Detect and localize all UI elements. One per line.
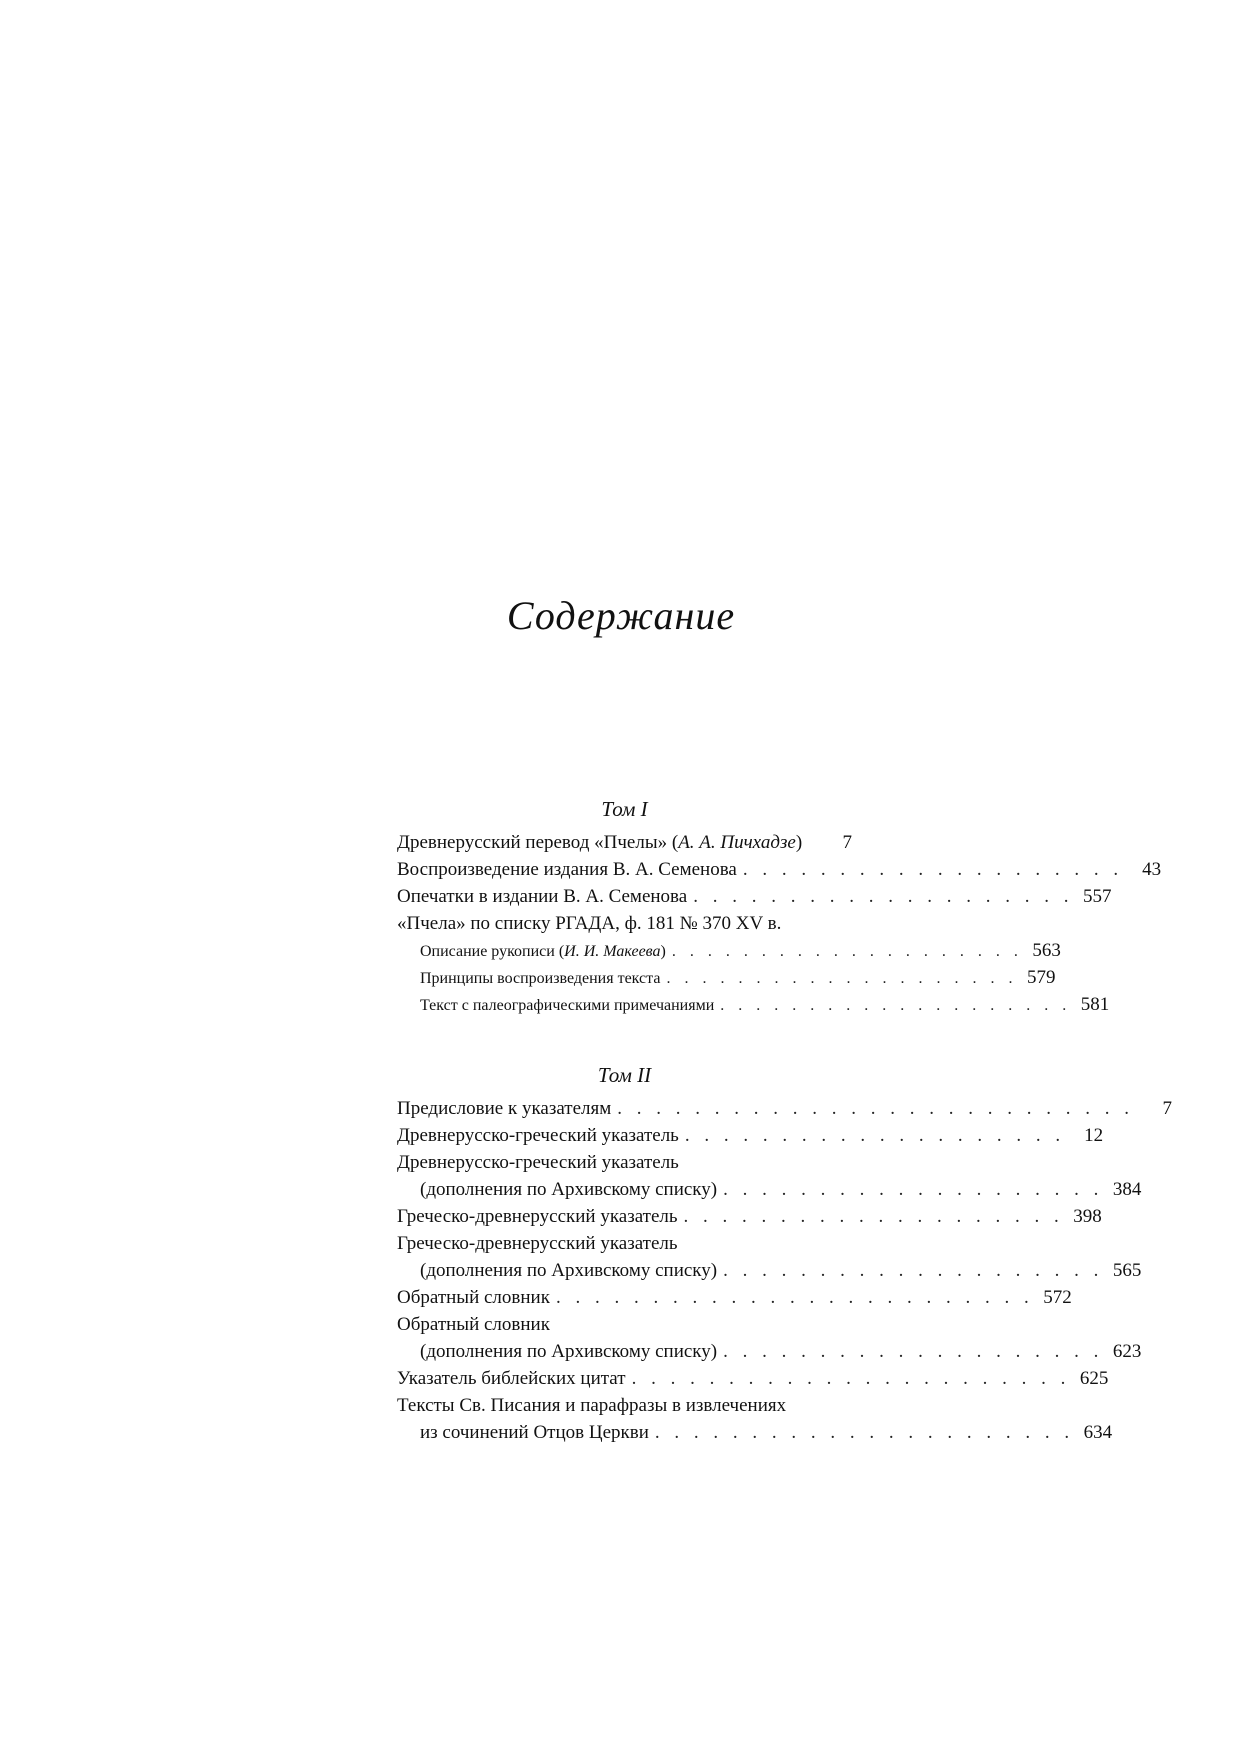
dot-leader: . . . . . . . . . . . . . . . . . . . .	[723, 1260, 1104, 1281]
toc-subentry: Текст с палеографическими примечаниями . . . . . . . . . . . . . . . . . . . . 581	[420, 994, 1110, 1015]
page-number: 7	[1162, 1098, 1173, 1119]
page-number: 557	[1082, 886, 1112, 907]
page-number: 7	[842, 832, 852, 853]
toc-subentry: (дополнения по Архивскому списку) . . . . . . . . . . . . . . . . . . . . 565	[420, 1260, 1142, 1281]
page-number: 12	[1084, 1125, 1104, 1146]
page-number: 579	[1026, 967, 1056, 988]
toc-subentry: (дополнения по Архивскому списку) . . . . . . . . . . . . . . . . . . . . 384	[420, 1179, 1142, 1200]
toc-subentry: Принципы воспроизведения текста . . . . . . . . . . . . . . . . . . . . 579	[420, 967, 1056, 988]
toc-entry: Обратный словник	[397, 1314, 550, 1335]
author-name: А. А. Пичхадзе	[678, 832, 796, 853]
dot-leader: . . . . . . . . . . . . . . . . . . . .	[693, 886, 1074, 907]
toc-entry: Тексты Св. Писания и парафразы в извлечениях	[397, 1395, 787, 1416]
dot-leader: . . . . . . . . . . . . . . . . . . . .	[671, 943, 1023, 960]
page-number: 625	[1079, 1368, 1109, 1389]
toc-subentry: из сочинений Отцов Церкви . . . . . . . . . . . . . . . . . . . . . . 634	[420, 1422, 1113, 1443]
author-name: И. И. Макеева	[564, 943, 661, 960]
toc-entry: Обратный словник . . . . . . . . . . . . . . . . . . . . . . . . . 572	[397, 1287, 1072, 1308]
dot-leader: . . . . . . . . . . . . . . . . . . . .	[720, 997, 1072, 1014]
dot-leader: . . . . . . . . . . . . . . . . . . . .	[723, 1179, 1104, 1200]
toc-entry: «Пчела» по списку РГАДА, ф. 181 № 370 XV в.	[397, 913, 782, 934]
dot-leader: . . . . . . . . . . . . . . . . . . . . . . . . . . .	[617, 1098, 1135, 1119]
dot-leader: . . . . . . . . . . . . . . . . . . . . . . . . .	[555, 1287, 1034, 1308]
page-number: 565	[1112, 1260, 1142, 1281]
volume-1-heading: Том I	[601, 797, 648, 821]
page-number: 398	[1073, 1206, 1102, 1227]
toc-entry: Древнерусский перевод «Пчелы» (А. А. Пичхадзе) 7	[397, 832, 852, 853]
toc-entry: Воспроизведение издания В. А. Семенова . . . . . . . . . . . . . . . . . . . . 43	[397, 859, 1162, 880]
toc-entry: Греческо-древнерусский указатель	[397, 1233, 678, 1254]
page-number: 581	[1080, 994, 1110, 1015]
volume-2-heading: Том II	[597, 1063, 652, 1087]
toc-entry: Древнерусско-греческий указатель	[397, 1152, 679, 1173]
toc-entry: Древнерусско-греческий указатель . . . . . . . . . . . . . . . . . . . . 12	[397, 1125, 1104, 1146]
toc-subentry: (дополнения по Архивскому списку) . . . . . . . . . . . . . . . . . . . . 623	[420, 1341, 1142, 1362]
page-number: 634	[1083, 1422, 1113, 1443]
page-number: 384	[1112, 1179, 1142, 1200]
dot-leader: . . . . . . . . . . . . . . . . . . . .	[723, 1341, 1104, 1362]
dot-leader: . . . . . . . . . . . . . . . . . . . .	[742, 859, 1124, 880]
dot-leader: . . . . . . . . . . . . . . . . . . . . . .	[654, 1422, 1075, 1443]
toc-entry: Указатель библейских цитат . . . . . . . . . . . . . . . . . . . . . . . 625	[397, 1368, 1109, 1389]
dot-leader: . . . . . . . . . . . . . . . . . . . . . . .	[631, 1368, 1071, 1389]
page-number: 43	[1142, 859, 1162, 880]
dot-leader: . . . . . . . . . . . . . . . . . . . .	[684, 1125, 1066, 1146]
toc-entry: Опечатки в издании В. А. Семенова . . . . . . . . . . . . . . . . . . . . 557	[397, 886, 1112, 907]
dot-leader: . . . . . . . . . . . . . . . . . . . .	[666, 970, 1018, 987]
toc-entry: Предисловие к указателям . . . . . . . . . . . . . . . . . . . . . . . . . . . 7	[397, 1098, 1173, 1119]
page-number: 563	[1032, 940, 1061, 961]
toc-entry: Греческо-древнерусский указатель . . . . . . . . . . . . . . . . . . . . 398	[397, 1206, 1102, 1227]
toc-subentry: Описание рукописи (И. И. Макеева) . . . . . . . . . . . . . . . . . . . . 563	[420, 940, 1061, 961]
page-number: 623	[1112, 1341, 1142, 1362]
page-title: Содержание	[506, 593, 736, 638]
dot-leader: . . . . . . . . . . . . . . . . . . . .	[683, 1206, 1064, 1227]
page-number: 572	[1043, 1287, 1072, 1308]
